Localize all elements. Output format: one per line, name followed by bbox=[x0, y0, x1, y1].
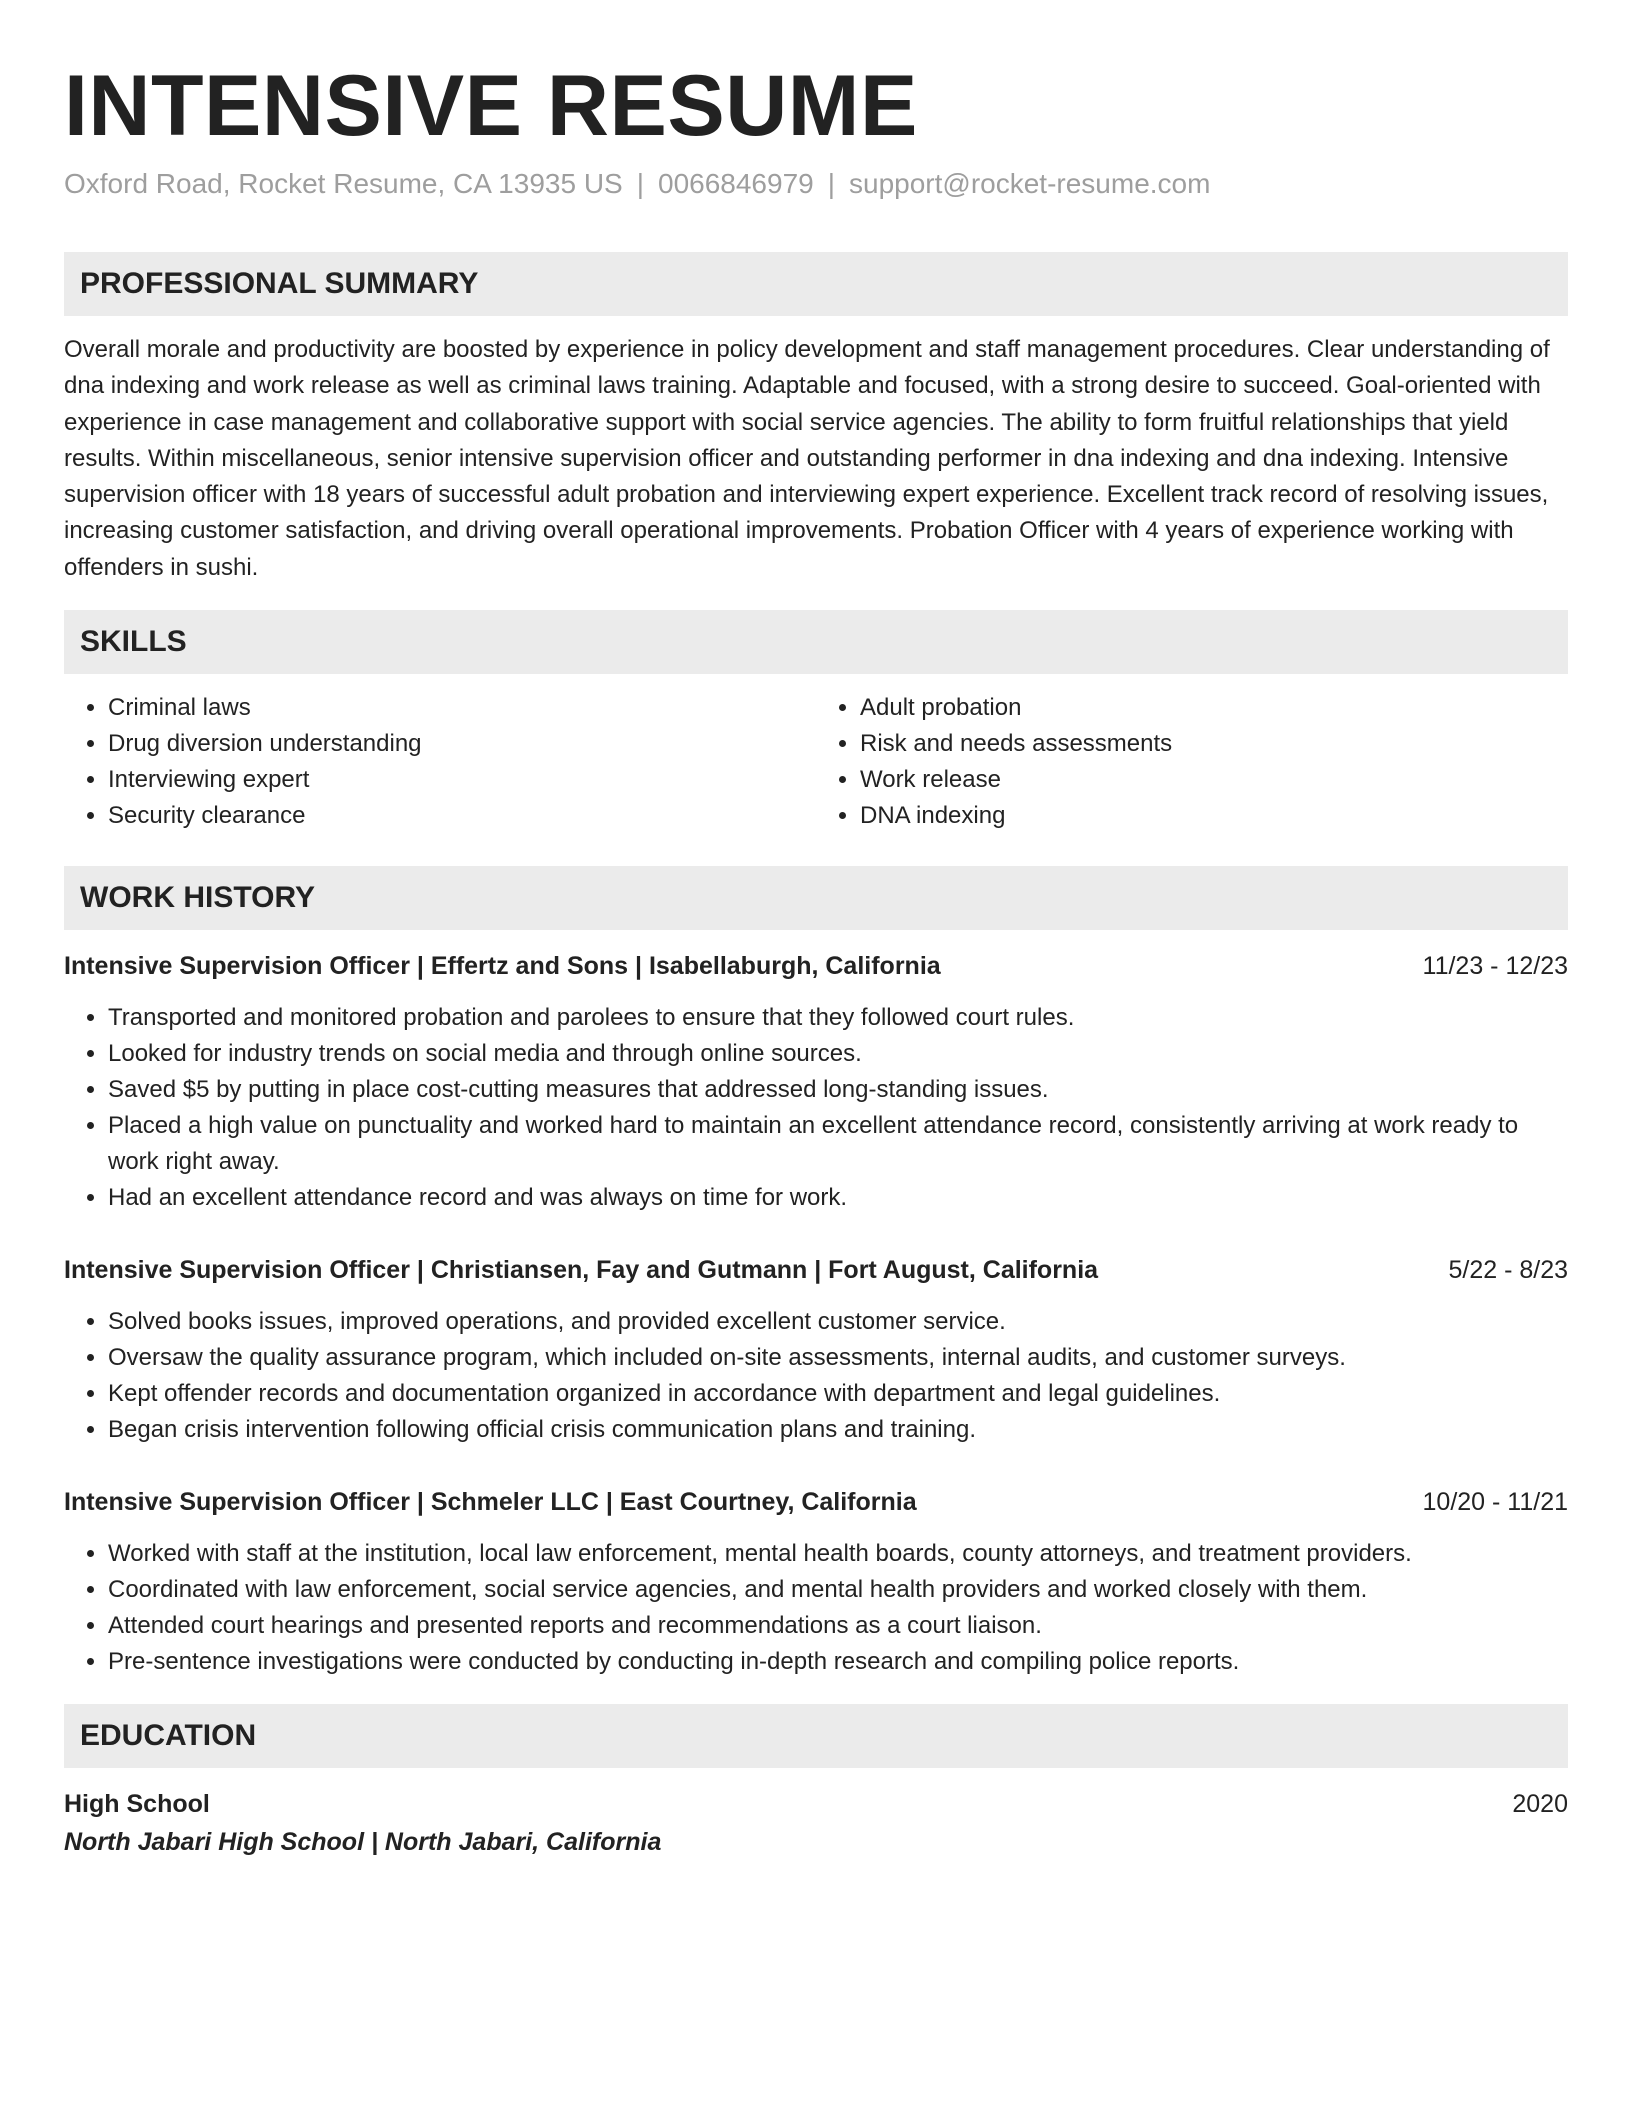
job-heading: Intensive Supervision Officer | Schmeler LLC | East Courtney, California bbox=[64, 1488, 917, 1517]
job-bullet: • Had an excellent attendance record and was always on time for work. bbox=[108, 1180, 1568, 1216]
job-bullet: • Kept offender records and documentation organized in accordance with department and legal guidelines. bbox=[108, 1376, 1568, 1412]
education-entry bbox=[64, 1786, 1568, 1862]
section-header-skills: SKILLS bbox=[64, 610, 1568, 674]
skills-column-left bbox=[64, 690, 816, 834]
education-year: 2020 bbox=[1512, 1790, 1568, 1819]
skill-item: • DNA indexing bbox=[860, 798, 1568, 834]
education-school: North Jabari High School | North Jabari, California bbox=[64, 1828, 662, 1857]
education-degree: High School bbox=[64, 1790, 210, 1819]
job-bullet: • Solved books issues, improved operations, and provided excellent customer service. bbox=[108, 1304, 1568, 1340]
job-bullets bbox=[64, 1304, 1568, 1448]
job-bullets bbox=[64, 1536, 1568, 1680]
job-entry bbox=[64, 948, 1568, 1216]
job-header bbox=[64, 1252, 1568, 1288]
job-heading: Intensive Supervision Officer | Effertz and Sons | Isabellaburgh, California bbox=[64, 952, 941, 981]
job-entry bbox=[64, 1484, 1568, 1680]
section-header-education: EDUCATION bbox=[64, 1704, 1568, 1768]
skill-item: • Interviewing expert bbox=[108, 762, 816, 798]
skills-column-right bbox=[816, 690, 1568, 834]
job-bullet: • Attended court hearings and presented reports and recommendations as a court liaison. bbox=[108, 1608, 1568, 1644]
skill-item: • Risk and needs assessments bbox=[860, 726, 1568, 762]
skill-item: • Work release bbox=[860, 762, 1568, 798]
skill-item: • Drug diversion understanding bbox=[108, 726, 816, 762]
job-bullets bbox=[64, 1000, 1568, 1216]
contact-address: Oxford Road, Rocket Resume, CA 13935 US bbox=[64, 168, 623, 199]
job-bullet: • Pre-sentence investigations were conducted by conducting in-depth research and compiling police reports. bbox=[108, 1644, 1568, 1680]
skill-item: • Criminal laws bbox=[108, 690, 816, 726]
job-dates: 11/23 - 12/23 bbox=[1422, 952, 1568, 981]
job-dates: 5/22 - 8/23 bbox=[1448, 1256, 1568, 1285]
job-bullet: • Transported and monitored probation and parolees to ensure that they followed court rules. bbox=[108, 1000, 1568, 1036]
job-bullet: • Placed a high value on punctuality and worked hard to maintain an excellent attendance record, consistently arriving at work ready to work right away. bbox=[108, 1108, 1568, 1180]
section-header-summary: PROFESSIONAL SUMMARY bbox=[64, 252, 1568, 316]
skill-item: • Security clearance bbox=[108, 798, 816, 834]
job-bullet: • Coordinated with law enforcement, social service agencies, and mental health providers and worked closely with them. bbox=[108, 1572, 1568, 1608]
job-header bbox=[64, 948, 1568, 984]
job-bullet: • Worked with staff at the institution, local law enforcement, mental health boards, county attorneys, and treatment providers. bbox=[108, 1536, 1568, 1572]
section-header-work-history: WORK HISTORY bbox=[64, 866, 1568, 930]
job-bullet: • Saved $5 by putting in place cost-cutting measures that addressed long-standing issues. bbox=[108, 1072, 1568, 1108]
skill-item: • Adult probation bbox=[860, 690, 1568, 726]
job-bullet: • Oversaw the quality assurance program, which included on-site assessments, internal audits, and customer surveys. bbox=[108, 1340, 1568, 1376]
job-header bbox=[64, 1484, 1568, 1520]
contact-separator: | bbox=[827, 168, 836, 199]
contact-email: support@rocket-resume.com bbox=[849, 168, 1211, 199]
contact-phone: 0066846979 bbox=[658, 168, 814, 199]
contact-line bbox=[64, 168, 1568, 200]
job-bullet: • Looked for industry trends on social media and through online sources. bbox=[108, 1036, 1568, 1072]
contact-separator: | bbox=[636, 168, 644, 199]
job-dates: 10/20 - 11/21 bbox=[1422, 1488, 1568, 1517]
resume-name: INTENSIVE RESUME bbox=[64, 58, 918, 154]
job-entry bbox=[64, 1252, 1568, 1448]
job-heading: Intensive Supervision Officer | Christiansen, Fay and Gutmann | Fort August, California bbox=[64, 1256, 1099, 1285]
summary-text: Overall morale and productivity are boosted by experience in policy development and staff management procedures. Clear understanding of dna indexing and work release as well as criminal laws training. Adaptable and focused, with a strong desire to succeed. Goal-oriented with experience in case management and collaborative support with social service agencies. The ability to form fruitful relationships that yield results. Within miscellaneous, senior intensive supervision officer and outstanding performer in dna indexing and dna indexing. Intensive supervision officer with 18 years of successful adult probation and interviewing expert experience. Excellent track record of resolving issues, increasing customer satisfaction, and driving overall operational improvements. Probation Officer with 4 years of experience working with offenders in sushi. bbox=[64, 336, 1550, 581]
education-header bbox=[64, 1786, 1568, 1822]
skills-list bbox=[64, 690, 1568, 834]
job-bullet: • Began crisis intervention following official crisis communication plans and training. bbox=[108, 1412, 1568, 1448]
